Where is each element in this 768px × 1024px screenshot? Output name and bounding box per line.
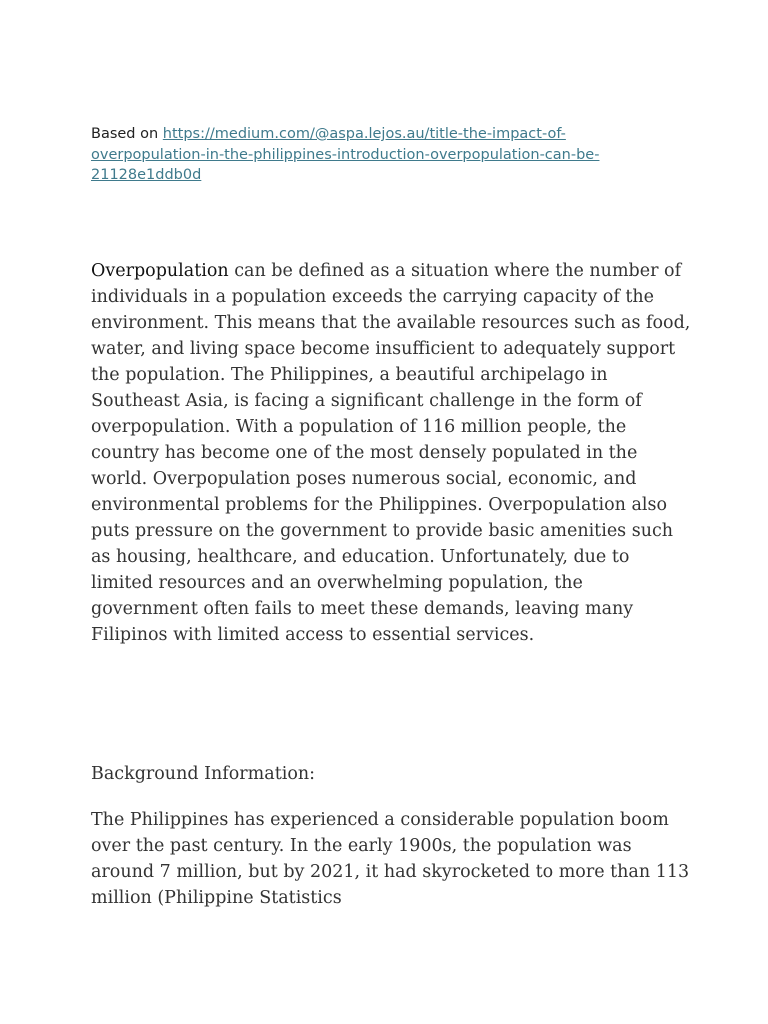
background-paragraph: The Philippines has experienced a considerable population boom over the past century. In the early 1900s, the population was around 7 million, but by 2021, it had skyrocketed to more than 113 million (Philippine Statistics <box>91 810 690 908</box>
source-link-line-1: https://medium.com/@aspa.lejos.au/title-the-impact-of- <box>162 126 566 142</box>
source-citation <box>91 124 651 186</box>
source-link-line-3: 21128e1ddb0d <box>91 167 202 183</box>
source-link-line-2: overpopulation-in-the-philippines-introduction-overpopulation-can-be- <box>91 146 600 163</box>
source-link[interactable] <box>91 126 599 183</box>
intro-term: Overpopulation <box>91 261 229 281</box>
intro-paragraph <box>91 258 691 648</box>
intro-text: can be defined as a situation where the number of individuals in a population exceeds the carrying capacity of the environment. This means that the available resources such as food, water, and living space become insufficient to adequately support the population. The Philippines, a beautiful archipelago in Southeast Asia, is facing a significant challenge in the form of overpopulation. With a population of 116 million people, the country has become one of the most densely populated in the world. Overpopulation poses numerous social, economic, and environmental problems for the Philippines. Overpopulation also puts pressure on the government to provide basic amenities such as housing, healthcare, and education. Unfortunately, due to limited resources and an overwhelming population, the government often fails to meet these demands, leaving many Filipinos with limited access to essential services. <box>91 261 691 645</box>
source-prefix: Based on <box>91 126 163 142</box>
background-heading: Background Information: <box>91 764 316 784</box>
